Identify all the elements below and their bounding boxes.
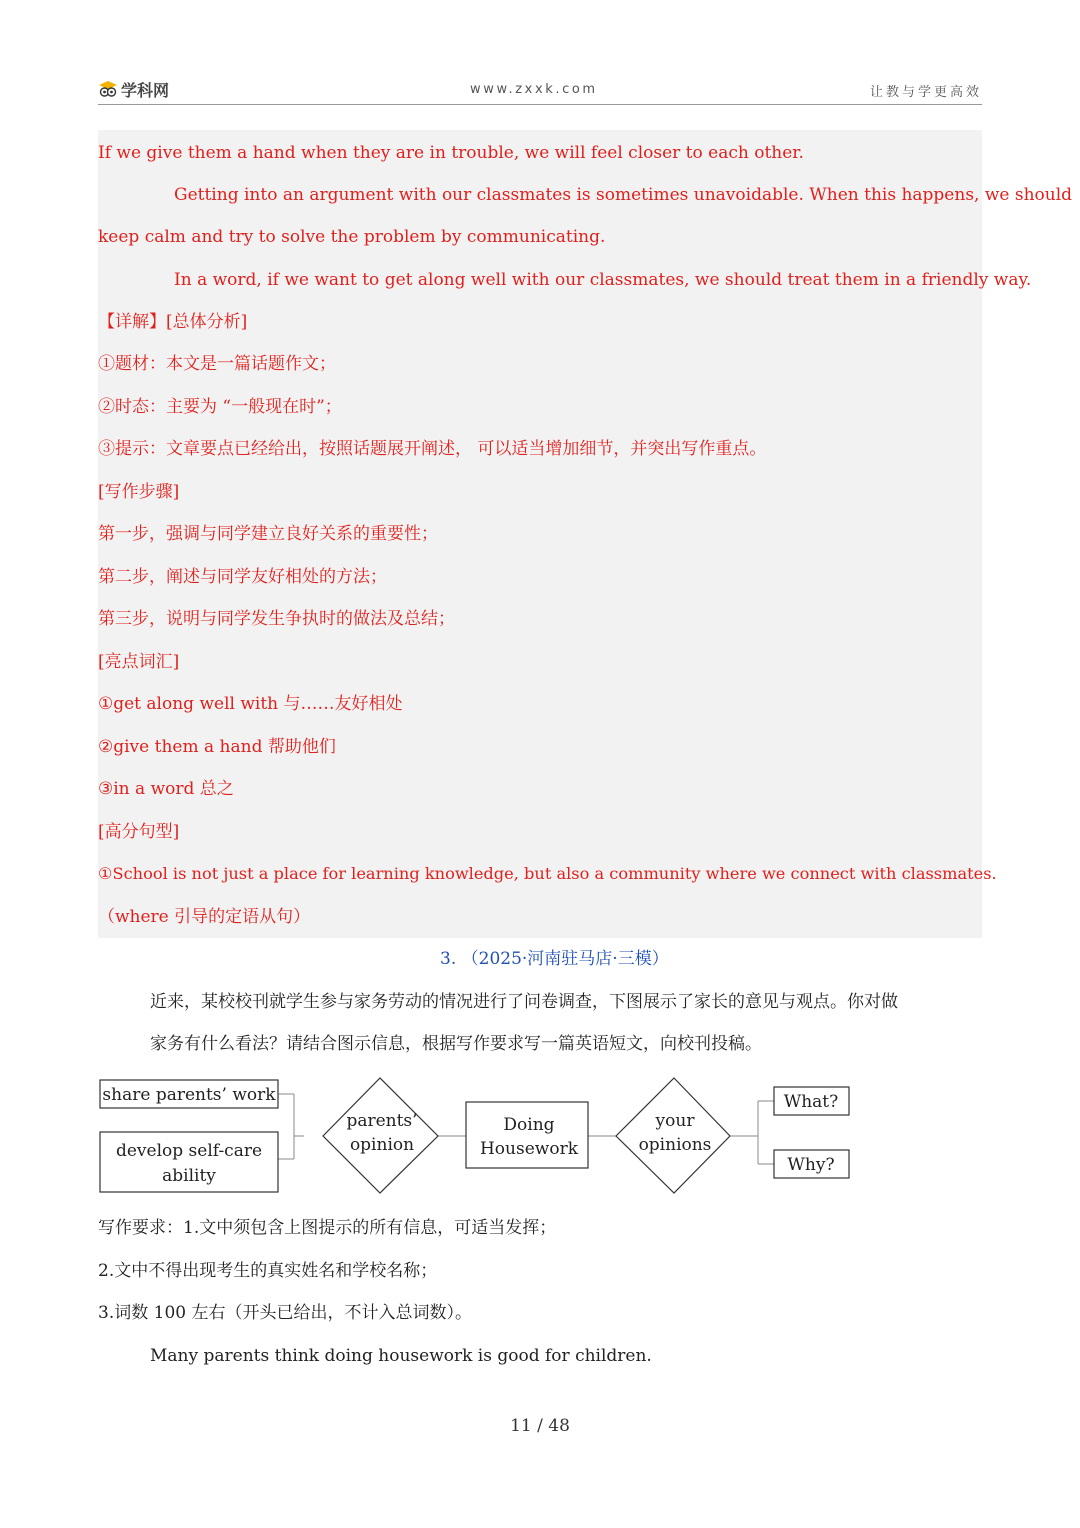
diagram-center-box [466,1102,588,1168]
answer-line-2: Getting into an argument with our classmates is sometimes unavoidable. When this happens, we should [174,185,1073,205]
box-what-label: What? [783,1092,839,1112]
requirement-item: 2.文中不得出现考生的真实姓名和学校名称； [98,1261,438,1281]
question-number: 3. [440,949,457,969]
diagram-box-what [774,1087,849,1115]
step-item: 第一步，强调与同学建立良好关系的重要性； [98,524,438,544]
site-url[interactable]: www.zxxk.com [470,82,598,97]
diagram-diamond-your-opinions [616,1078,730,1193]
step-item: 第三步，说明与同学发生争执时的做法及总结； [98,609,455,629]
question-intro-line-2: 家务有什么看法？请结合图示信息，根据写作要求写一篇英语短文，向校刊投稿。 [150,1034,762,1054]
question-source: （2025·河南驻马店·三模） [461,949,669,969]
question-intro-line-1: 近来，某校校刊就学生参与家务劳动的情况进行了问卷调查，下图展示了家长的意见与观点。你对做 [150,992,898,1012]
steps-heading: [写作步骤] [98,482,180,502]
diamond-your-label-1: your [655,1111,695,1131]
diamond-your-label-2: opinions [638,1135,712,1155]
sentence-item: ①School is not just a place for learning knowledge, but also a community where we connect with classmates. [98,864,997,883]
vocab-item: ①get along well with 与……友好相处 [98,694,403,714]
vocab-heading: [亮点词汇] [98,652,180,672]
housework-diagram [98,1074,858,1198]
logo-text: 学科网 [121,80,170,100]
diagram-box-why [774,1150,849,1178]
analysis-item: ②时态：主要为 “一般现在时”； [98,397,342,417]
header-slogan: 让教与学更高效 [869,85,982,100]
graduation-cap-icon [98,79,118,99]
vocab-item: ②give them a hand 帮助他们 [98,737,336,757]
sentence-note: （where 引导的定语从句） [98,907,311,927]
question-title [440,948,669,970]
diagram-box-self-care [100,1132,278,1192]
step-item: 第二步，阐述与同学友好相处的方法； [98,567,387,587]
requirement-item: 写作要求：1.文中须包含上图提示的所有信息，可适当发挥； [98,1218,557,1238]
vocab-item: ③in a word 总之 [98,779,234,799]
box-self-care-label-1: develop self-care [115,1141,263,1161]
answer-line-4: In a word, if we want to get along well with our classmates, we should treat them in a friendly way. [174,270,1032,290]
diamond-parents-label-2: opinion [349,1135,415,1155]
logo [98,78,169,100]
page-number: 11 / 48 [510,1416,570,1436]
center-label-2: Housework [479,1139,579,1159]
answer-line-1: If we give them a hand when they are in trouble, we will feel closer to each other. [98,143,804,163]
box-why-label: Why? [787,1155,835,1175]
box-share-work-label: share parents’ work [102,1085,276,1105]
page-header [98,72,982,105]
requirement-item: 3.词数 100 左右（开头已给出，不计入总词数）。 [98,1303,472,1323]
opening-sentence: Many parents think doing housework is good for children. [150,1346,652,1366]
analysis-item: ①题材：本文是一篇话题作文； [98,354,336,374]
box-self-care-label-2: ability [162,1166,216,1186]
analysis-item: ③提示：文章要点已经给出，按照话题展开阐述， 可以适当增加细节，并突出写作重点。 [98,439,767,459]
diagram-diamond-parents-opinion [323,1078,438,1193]
answer-line-3: keep calm and try to solve the problem by communicating. [98,227,606,247]
detail-heading: 【详解】[总体分析] [98,312,248,332]
diagram-box-share-work [100,1080,278,1108]
diamond-parents-label-1: parents’ [346,1111,418,1131]
center-label-1: Doing [503,1115,555,1135]
sentence-heading: [高分句型] [98,822,180,842]
